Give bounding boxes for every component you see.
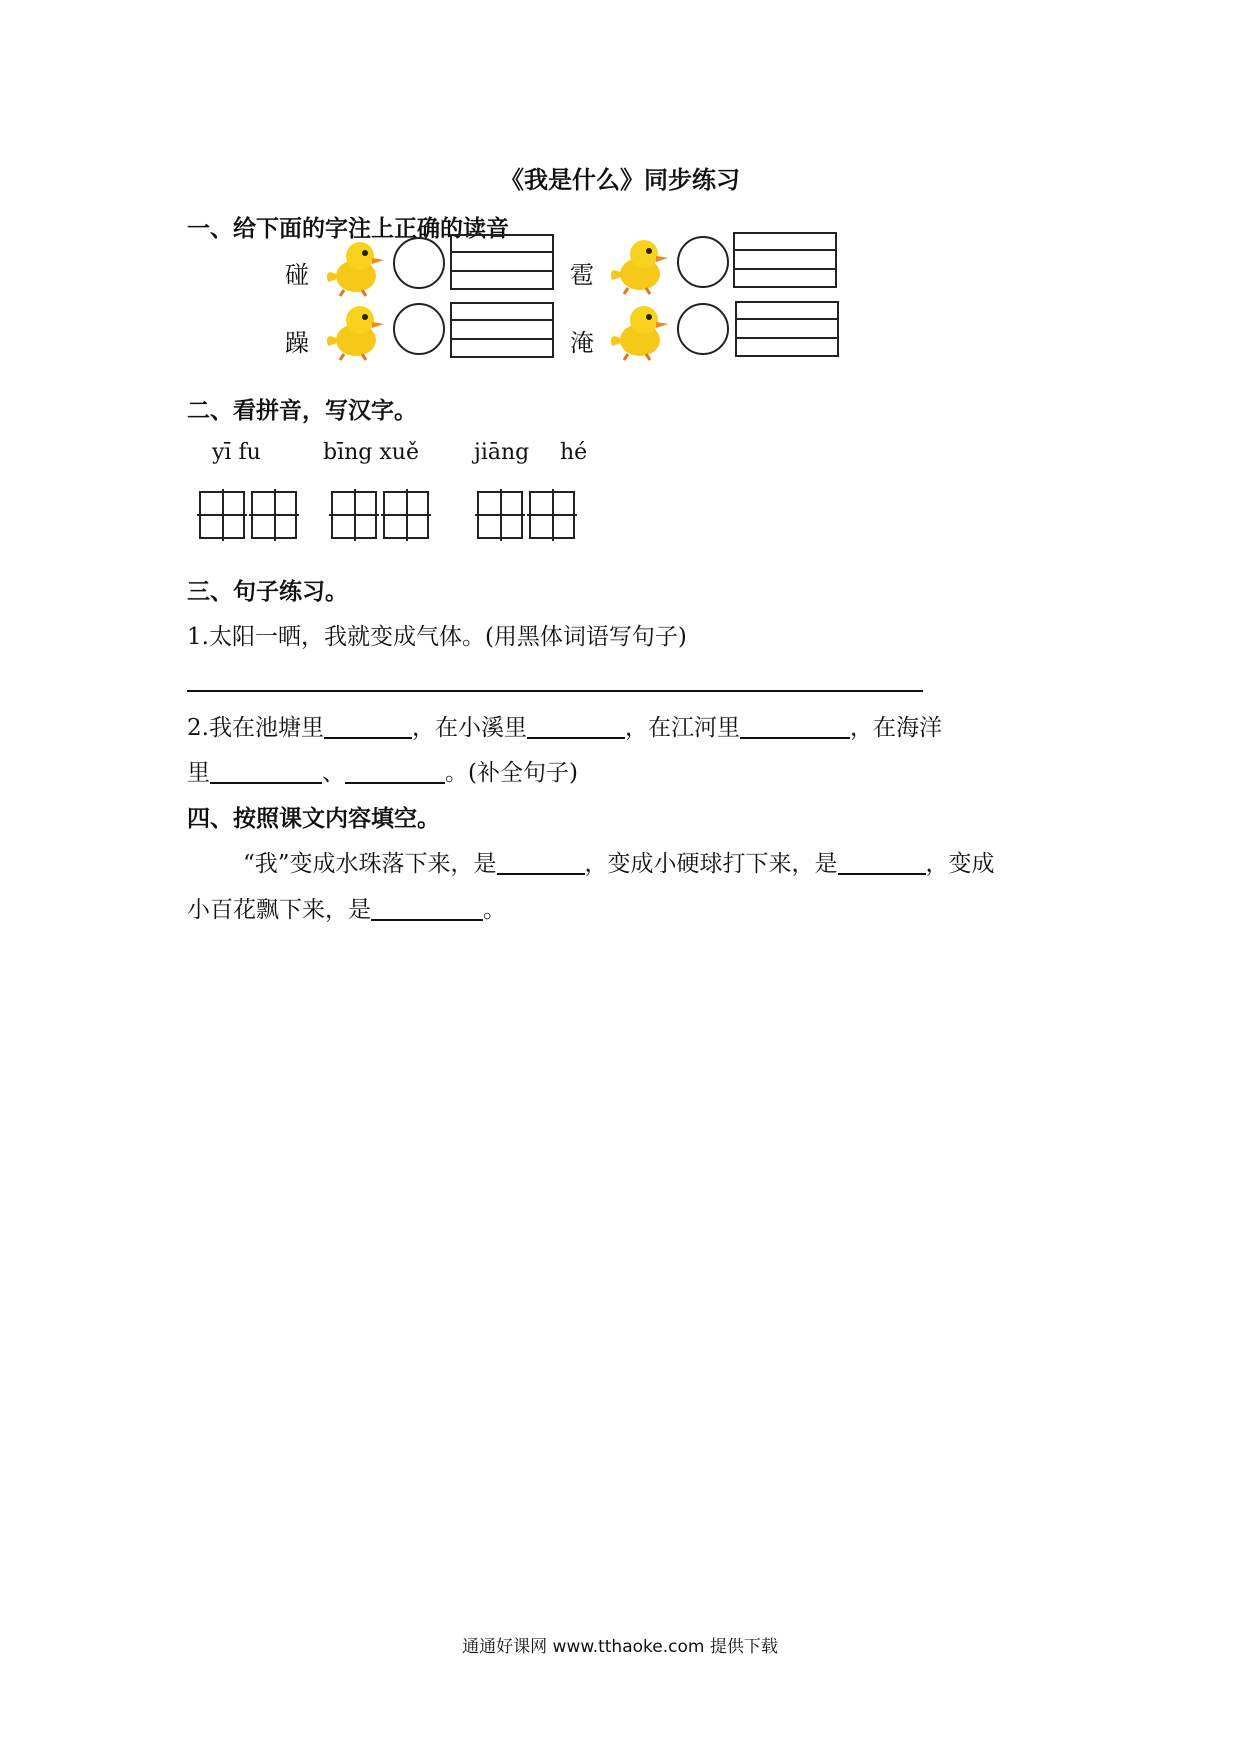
q2-part-d: ，在海洋 bbox=[849, 715, 942, 741]
pinyin-he: hé bbox=[560, 440, 588, 465]
answer-blank[interactable] bbox=[345, 760, 445, 784]
chick-icon bbox=[606, 300, 674, 366]
section1-heading: 一、给下面的字注上正确的读音 bbox=[187, 216, 509, 242]
page-title: 《我是什么》同步练习 bbox=[500, 166, 740, 194]
question-2-line1 bbox=[187, 709, 942, 742]
writing-grid[interactable] bbox=[529, 491, 575, 539]
answer-blank[interactable] bbox=[210, 760, 322, 784]
char-zao: 躁 bbox=[285, 329, 309, 357]
answer-blank[interactable] bbox=[838, 851, 926, 875]
fill-line-2 bbox=[187, 891, 506, 924]
question-2-line2 bbox=[187, 754, 578, 787]
char-bao: 雹 bbox=[570, 261, 594, 289]
pinyin-circle[interactable] bbox=[393, 303, 445, 355]
pinyin-jiang: jiāng bbox=[474, 440, 530, 465]
pinyin-circle[interactable] bbox=[677, 303, 729, 355]
section2-heading: 二、看拼音，写汉字。 bbox=[187, 398, 417, 424]
writing-lines[interactable] bbox=[450, 234, 554, 290]
writing-grid[interactable] bbox=[331, 491, 377, 539]
writing-lines[interactable] bbox=[733, 232, 837, 288]
q2-part-c: ，在江河里 bbox=[624, 715, 740, 741]
char-yan: 淹 bbox=[570, 329, 594, 357]
section3-heading: 三、句子练习。 bbox=[187, 579, 348, 605]
q2-part-b: ，在小溪里 bbox=[411, 715, 527, 741]
pinyin-circle[interactable] bbox=[677, 236, 729, 288]
s4-part-a: “我”变成水珠落下来，是 bbox=[243, 851, 497, 877]
writing-grid[interactable] bbox=[199, 491, 245, 539]
answer-blank[interactable] bbox=[527, 715, 625, 739]
char-peng: 碰 bbox=[285, 261, 309, 289]
footer-text: 通通好课网 www.tthaoke.com 提供下载 bbox=[462, 1637, 778, 1657]
q2-part-g: 。(补全句子) bbox=[445, 760, 578, 786]
q2-part-a: 2.我在池塘里 bbox=[187, 715, 324, 741]
section4-heading: 四、按照课文内容填空。 bbox=[187, 806, 440, 832]
chick-icon bbox=[322, 236, 390, 302]
writing-lines[interactable] bbox=[450, 302, 554, 358]
pinyin-yifu: yī fu bbox=[212, 440, 261, 465]
chick-icon bbox=[322, 300, 390, 366]
s4-part-c: ，变成 bbox=[925, 851, 995, 877]
writing-grid[interactable] bbox=[251, 491, 297, 539]
writing-grid[interactable] bbox=[383, 491, 429, 539]
pinyin-bingxue: bīng xuě bbox=[323, 440, 419, 465]
s4-part-e: 。 bbox=[483, 897, 506, 923]
question-1: 1.太阳一晒，我就变成气体。(用黑体词语写句子) bbox=[187, 624, 687, 650]
q2-part-e: 里 bbox=[187, 760, 210, 786]
answer-blank[interactable] bbox=[371, 897, 483, 921]
answer-blank[interactable] bbox=[740, 715, 850, 739]
answer-blank[interactable] bbox=[324, 715, 412, 739]
s4-part-b: ，变成小硬球打下来，是 bbox=[584, 851, 838, 877]
fill-line-1 bbox=[243, 845, 995, 878]
q2-part-f: 、 bbox=[322, 760, 345, 786]
writing-lines[interactable] bbox=[735, 301, 839, 357]
chick-icon bbox=[606, 234, 674, 300]
answer-blank[interactable] bbox=[497, 851, 585, 875]
answer-line[interactable] bbox=[187, 690, 923, 692]
writing-grid[interactable] bbox=[477, 491, 523, 539]
s4-part-d: 小百花飘下来，是 bbox=[187, 897, 371, 923]
pinyin-circle[interactable] bbox=[393, 237, 445, 289]
